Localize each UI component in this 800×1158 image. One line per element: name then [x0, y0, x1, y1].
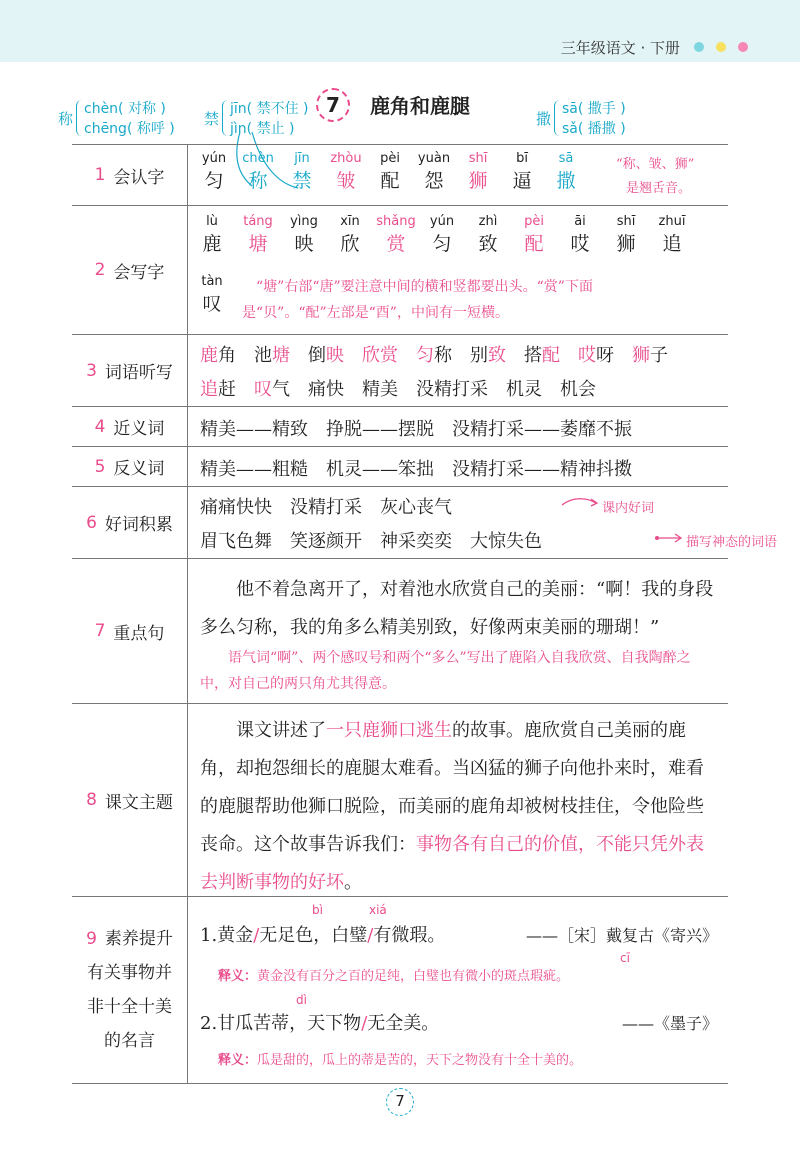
- char-cell: āi 哎: [570, 214, 590, 255]
- char-cell: [544, 151, 588, 193]
- row-label: 8 课文主题: [72, 704, 188, 896]
- book-title: 三年级语文 · 下册: [560, 39, 680, 57]
- good-words-line: 眉飞色舞 笑逐颜开 神采奕奕 大惊失色: [200, 531, 542, 552]
- polyphone-reading: chēng( 称呼 ): [84, 121, 175, 137]
- polyphone-char: 撒: [536, 110, 552, 128]
- char-cell: [456, 151, 500, 193]
- brace-icon: [554, 100, 560, 136]
- dictation-word: 痛快: [308, 379, 344, 400]
- row-dictation: [72, 335, 728, 407]
- dictation-words: [188, 335, 728, 406]
- lesson-number: 7: [316, 88, 350, 122]
- char-list: [188, 145, 728, 205]
- good-words-note: 描写神态的词语: [686, 535, 778, 550]
- pinyin: zhòu: [330, 151, 362, 166]
- decor-dot: [694, 42, 704, 52]
- hanzi: 禁: [292, 170, 312, 192]
- char-cell: zhì 致: [478, 214, 498, 255]
- hanzi: 狮: [468, 170, 488, 192]
- brace-icon: [222, 100, 228, 136]
- word-line: [200, 341, 686, 367]
- writing-note: “塘”右部“唐”要注意中间的横和竖都要出头。“赏”下面: [256, 279, 593, 295]
- polyphone-char: 禁: [204, 110, 220, 128]
- char-cell: zhuī 追: [658, 214, 686, 255]
- row-label: 4 近义词: [72, 407, 188, 446]
- hanzi: 撒: [556, 170, 576, 192]
- pinyin-annotation: cī: [620, 951, 630, 965]
- antonym-text: 精美——粗糙 机灵——笨拙 没精打采——精神抖擞: [200, 459, 632, 480]
- hanzi: 逼: [512, 170, 532, 192]
- pinyin-annotation: dì: [296, 993, 307, 1007]
- dictation-word: 追赶: [200, 379, 236, 400]
- theme-paragraph: 课文讲述了一只鹿狮口逃生的故事。鹿欣赏自己美丽的鹿角，却抱怨细长的鹿腿太难看。当凶猛的狮子向他扑来时，难看的鹿腿帮助他狮口脱险，而美丽的鹿角却被树枝挂住，令他险些丧命。这个故事告诉我们：事物各有自己的价值，不能只凭外表去判断事物的好坏。: [200, 720, 704, 893]
- polyphone-reading: jìn( 禁止 ): [230, 121, 295, 137]
- pinyin-annotation: xiá: [369, 903, 387, 917]
- polyphone-char: 称: [58, 110, 74, 128]
- study-table: [72, 144, 778, 1084]
- char-cell: [412, 151, 456, 193]
- dictation-word: 狮子: [632, 345, 668, 366]
- polyphone-reading: sā( 撒手 ): [562, 101, 626, 117]
- row-label: 7 重点句: [72, 559, 188, 703]
- dictation-word: 匀称: [416, 345, 452, 366]
- char-cell: [324, 151, 368, 193]
- quote-2-source: ——《墨子》: [621, 1014, 718, 1033]
- row-theme: [72, 704, 728, 897]
- hanzi: 配: [380, 170, 400, 192]
- dictation-word: 鹿角: [200, 345, 236, 366]
- char-cell: xīn 欣: [340, 214, 360, 255]
- pronunciation-note: 是翘舌音。: [626, 181, 692, 196]
- dictation-word: 别致: [470, 345, 506, 366]
- dictation-word: 精美: [362, 379, 398, 400]
- char-cell: pèi 配: [524, 214, 544, 255]
- char-list: [188, 206, 728, 334]
- quote-1: 1.黄金/无足色，白璧/有微瑕。: [200, 925, 446, 946]
- row-label: 3 词语听写: [72, 335, 188, 406]
- lesson-title: 鹿角和鹿腿: [370, 94, 470, 118]
- polyphone-reading: sǎ( 播撒 ): [562, 121, 626, 137]
- good-words-note: 课内好词: [602, 501, 655, 516]
- polyphone-reading: chèn( 对称 ): [84, 101, 166, 117]
- word-line: [200, 375, 614, 401]
- pinyin: yún: [201, 151, 227, 166]
- dictation-word: 哎呀: [578, 345, 614, 366]
- pinyin: yuàn: [417, 151, 451, 166]
- row-label: 9 素养提升 有关事物并 非十全十美 的名言: [72, 897, 188, 1083]
- row-good-words: [72, 487, 778, 559]
- char-cell: [236, 151, 280, 193]
- polyphone-jin: [204, 98, 324, 138]
- char-cell: yìng 映: [290, 214, 318, 255]
- dictation-word: 池塘: [254, 345, 290, 366]
- quote-1-source: ——［宋］戴复古《寄兴》: [525, 926, 718, 945]
- char-cell: [368, 151, 412, 193]
- dictation-word: 倒映: [308, 345, 344, 366]
- quote-2-explanation: 释义：瓜是甜的，瓜上的蒂是苦的，天下之物没有十全十美的。: [218, 1053, 583, 1068]
- key-sentence: 他不着急离开了，对着池水欣赏自己的美丽：“啊！我的身段多么匀称，我的角多么精美别致，好像两束美丽的珊瑚！”: [200, 579, 714, 638]
- dictation-word: 搭配: [524, 345, 560, 366]
- dictation-word: 机灵: [506, 379, 542, 400]
- row-recognize-chars: [72, 145, 728, 206]
- hanzi: 匀: [204, 170, 224, 192]
- row-key-sentence: [72, 559, 728, 704]
- key-sentence-note: 语气词“啊”、两个感叹号和两个“多么”写出了鹿陷入自我欣赏、自我陶醉之中，对自己的两只角尤其得意。: [200, 650, 691, 692]
- polyphone-sa: [536, 98, 666, 138]
- row-antonyms: [72, 447, 728, 487]
- dictation-word: 没精打采: [416, 379, 488, 400]
- good-words-line: 痛痛快快 没精打采 灰心丧气: [200, 497, 452, 518]
- char-cell: táng 塘: [243, 214, 273, 255]
- char-cell: yún 匀: [429, 214, 455, 255]
- pinyin: pèi: [380, 151, 400, 166]
- char-cell: shǎng 赏: [376, 214, 416, 255]
- row-synonyms: [72, 407, 728, 447]
- row-quotes: [72, 897, 728, 1084]
- pinyin: bī: [516, 151, 528, 166]
- decor-dot: [716, 42, 726, 52]
- char-cell: [192, 151, 236, 193]
- pinyin: chèn: [242, 151, 274, 166]
- char-cell: tàn 叹: [201, 274, 223, 315]
- hanzi: 怨: [424, 170, 444, 192]
- row-label: 5 反义词: [72, 447, 188, 486]
- row-label: 6 好词积累: [72, 487, 188, 558]
- row-label: 1 会认字: [72, 145, 188, 205]
- pinyin-annotation: bì: [312, 903, 323, 917]
- hanzi: 称: [248, 170, 268, 192]
- header-band: [0, 0, 800, 62]
- dictation-word: 机会: [560, 379, 596, 400]
- row-write-chars: [72, 206, 728, 335]
- dictation-word: 叹气: [254, 379, 290, 400]
- arrow-icon: [654, 531, 684, 545]
- hanzi: 皱: [336, 170, 356, 192]
- quote-1-explanation: 释义：黄金没有百分之百的足纯，白璧也有微小的斑点瑕疵。: [218, 969, 570, 984]
- writing-note: 是“贝”。“配”左部是“酉”，中间有一短横。: [242, 305, 509, 321]
- pronunciation-note: “称、皱、狮”: [616, 157, 695, 172]
- brace-icon: [76, 100, 82, 136]
- pinyin: sā: [558, 151, 574, 166]
- char-cell: shī 狮: [616, 214, 636, 255]
- quote-2: 2.甘瓜苦蒂，天下物/无全美。: [200, 1013, 440, 1034]
- char-cell: [500, 151, 544, 193]
- decor-dot: [738, 42, 748, 52]
- arrow-icon: [560, 495, 600, 511]
- char-cell: lù 鹿: [202, 214, 222, 255]
- char-cell: [280, 151, 324, 193]
- synonym-text: 精美——精致 挣脱——摆脱 没精打采——萎靡不振: [200, 419, 632, 440]
- row-label: 2 会写字: [72, 206, 188, 334]
- polyphone-reading: jīn( 禁不住 ): [230, 101, 309, 117]
- pinyin: shī: [468, 151, 488, 166]
- page-number: 7: [386, 1088, 414, 1116]
- pinyin: jīn: [294, 151, 310, 166]
- dictation-word: 欣赏: [362, 345, 398, 366]
